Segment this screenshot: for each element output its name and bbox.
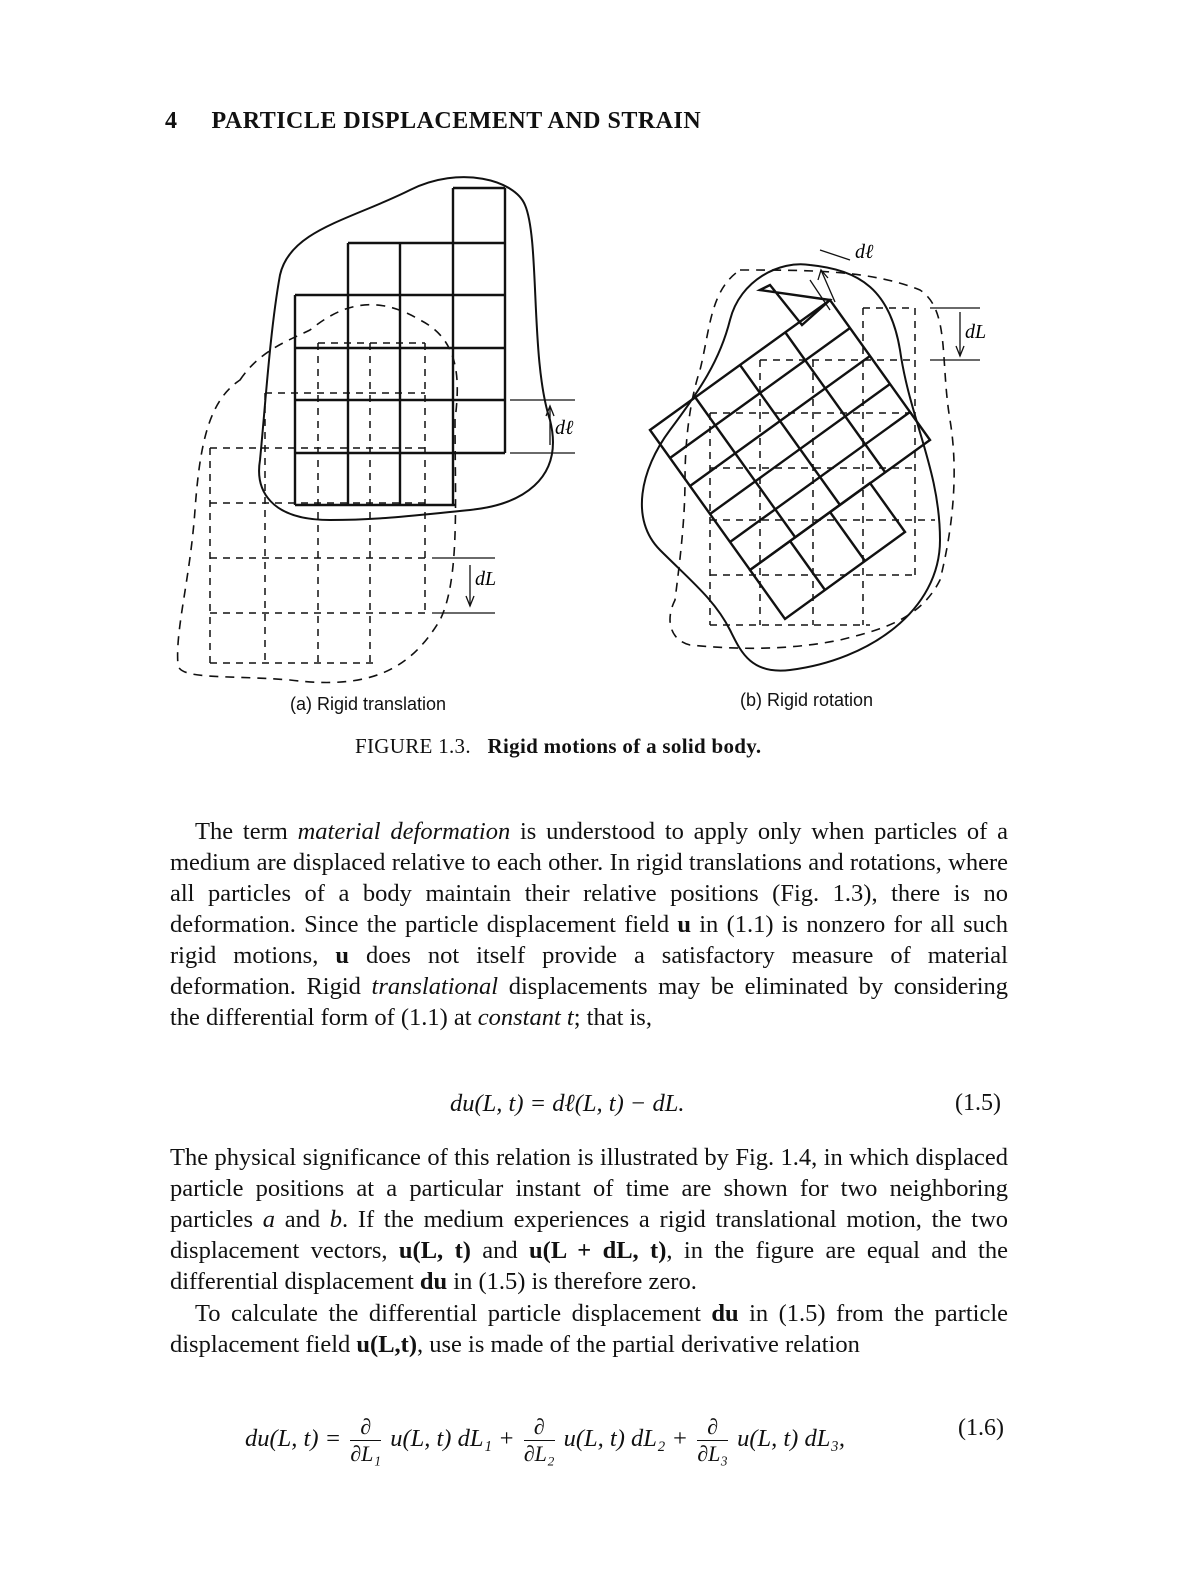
paragraph-1: The term material deformation is understood to apply only when particles of a medium are displaced relative to each other. In rigid translations and rotations, where all particles of a body maintain their relative positions (Fig. 1.3), there is no deformation. Since the particle displacement field u in (1.1) is nonzero for all such rigid motions, u does not itself provide a satisfactory measure of material deformation. Rigid translational displacements may be eliminated by considering the differential form of (1.1) at constant t; that is, bbox=[170, 818, 1008, 1031]
figure-1-3 bbox=[170, 160, 1030, 720]
eq16-frac-3: $\frac{\partial}{\text{∂L₃}}$ bbox=[697, 1414, 728, 1466]
figure-caption-number: FIGURE 1.3. bbox=[355, 734, 471, 758]
page-number: 4 bbox=[165, 108, 178, 134]
eq16-frac-2: $\frac{\partial}{\text{∂L₂}}$ bbox=[523, 1414, 555, 1466]
equation-1-5-number: (1.5) bbox=[955, 1090, 1001, 1116]
figure-caption-text: Rigid motions of a solid body. bbox=[487, 734, 762, 758]
paragraph-3: To calculate the differential particle displacement du in (1.5) from the particle displacement field u(L,t), use is made of the partial derivative relation bbox=[170, 1300, 1008, 1358]
eq16-term-1: u(L, t) dL₁ + bbox=[390, 1425, 515, 1453]
figure-1-3-drawing bbox=[170, 160, 1030, 720]
equation-1-5: du(L, t) = dℓ(L, t) − dL. bbox=[450, 1090, 685, 1117]
translated-solid-grid bbox=[295, 188, 505, 505]
panel-b-caption: (b) Rigid rotation bbox=[740, 690, 874, 710]
running-header bbox=[165, 108, 701, 135]
eq16-term-3: u(L, t) dL₃, bbox=[737, 1425, 845, 1453]
rotated-solid-grid bbox=[650, 285, 930, 619]
running-title: PARTICLE DISPLACEMENT AND STRAIN bbox=[211, 108, 702, 134]
paragraph-2: The physical significance of this relation is illustrated by Fig. 1.4, in which displaced particle positions at a particular instant of time are shown for two neighboring particles a and b. If the medium experiences a rigid translational motion, the two displacement vectors, u(L, t) and u(L + dL, t), in the figure are equal and the differential displacement du in (1.5) is therefore zero. bbox=[170, 1144, 1009, 1295]
label-dL-a: dL bbox=[475, 568, 497, 590]
equation-1-6 bbox=[245, 1400, 1025, 1470]
panel-a-caption: (a) Rigid translation bbox=[290, 694, 447, 714]
original-body-outline-b bbox=[670, 270, 954, 648]
original-dashed-grid bbox=[210, 343, 425, 663]
equation-1-6-number: (1.6) bbox=[958, 1415, 1004, 1441]
eq16-term-2: u(L, t) dL₂ + bbox=[563, 1425, 689, 1453]
label-dl-b: dℓ bbox=[855, 241, 874, 263]
label-dL-b: dL bbox=[965, 321, 987, 343]
figure-caption bbox=[355, 734, 761, 759]
label-dl-a: dℓ bbox=[555, 417, 574, 439]
dl-marker-b bbox=[810, 250, 980, 360]
eq16-lhs: du(L, t) = bbox=[245, 1425, 342, 1453]
eq16-frac-1: $\frac{\partial}{\text{∂L₁}}$ bbox=[350, 1414, 382, 1466]
